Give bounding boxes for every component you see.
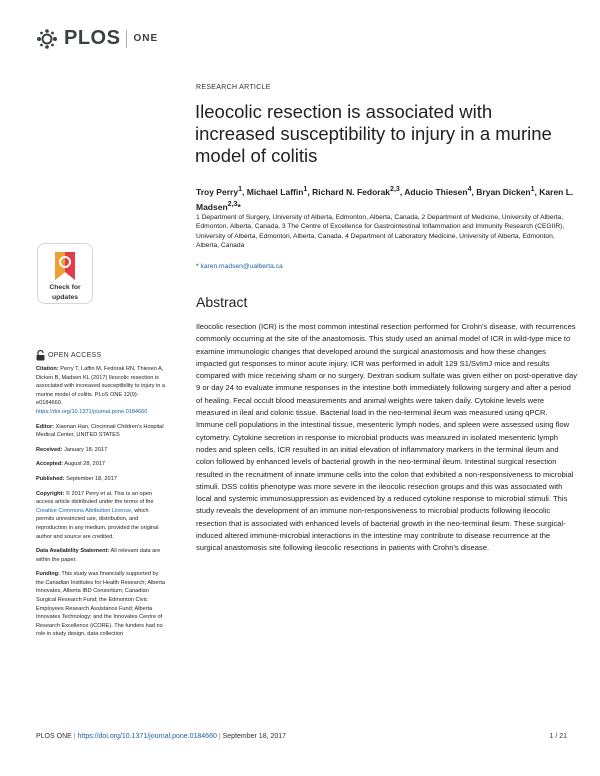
footer-separator: | [73,733,76,740]
data-availability-text: All relevant data are within the paper. [36,548,161,563]
affiliations: 1 Department of Surgery, University of Alberta, Edmonton, Alberta, Canada, 2 Department of Medicine, University of Alberta, Edmonton, Alberta, Canada, 3 The Centre of Excellence for Gastrointestinal Inflammation and Immunity Research (CEGIIR), University of Alberta, Edmonton, Alberta, Canada, 4 Department of Laboratory Medicine, University of Alberta, Edmonton, Alberta, Canada [196,214,565,250]
received-date: January 18, 2017 [64,446,108,453]
article-title: Ileocolic resection is associated with increased susceptibility to injury in a murine model of colitis [195,101,552,166]
copyright [36,490,166,542]
author-name[interactable]: Michael Laffin [246,186,304,197]
logo-divider [126,30,127,48]
bookmark-ribbon-icon [51,250,79,282]
author-affiliation-sup: 1 [238,185,242,193]
author-affiliation-sup: 2,3 [227,200,238,209]
citation-label: Citation: [36,366,59,372]
license-link[interactable]: Creative Commons Attribution License [36,507,132,514]
author-affiliation-sup: 1 [303,185,308,193]
open-access-label [36,350,101,361]
author-name[interactable]: Bryan Dicken [476,186,531,197]
author-affiliation-sup: 2,3 [390,185,400,193]
footer-journal: PLOS ONE [36,733,72,740]
editor-text: Xiaonan Han, Cincinnati Children's Hospital Medical Center, UNITED STATES [36,423,164,439]
author-name[interactable]: Aducio Thiesen [404,186,468,197]
open-access-text: OPEN ACCESS [48,352,102,359]
journal-name: ONE [133,33,159,44]
received [36,446,166,455]
article-info-sidebar [36,365,166,645]
abstract-heading: Abstract [196,294,248,310]
corresponding-mark: * [237,202,241,213]
funding-text: This study was financially supported by the Canadian Institutes for Health Research; Alberta Innovates, Alberta IBD Consortium; Canadian Surgical Research Fund; the Edmonton Civic Employees Research Assistance Fund; Alberta Innovates Technology; and the Innovates Centre of Research Excellence (iCORE). The funders had no role in study design, data collection [36,571,166,638]
accepted [36,460,166,469]
author-name[interactable]: Karen L. Madsen [196,186,574,213]
footer-separator: | [218,733,221,740]
data-availability-label: Data Availability Statement: [36,548,110,555]
plos-one-logo[interactable] [34,27,158,50]
published-date: September 18, 2017 [66,475,117,482]
funding [36,570,166,639]
published-label: Published: [36,475,65,482]
funding-label: Funding: [36,571,60,578]
open-lock-icon [36,350,45,361]
page-number: 1 / 21 [549,733,567,740]
logo-text: PLOS [64,27,121,49]
editor [36,423,166,440]
check-label-line2: updates [51,293,79,301]
citation [36,365,166,417]
author-name[interactable]: Richard N. Fedorak [312,186,391,197]
citation-text: Perry T, Laffin M, Fedorak RN, Thiesen A, Dicken B, Madsen KL (2017) Ileocolic resection is associated with increased susceptibility to injury in a murine model of colitis. PLoS ONE 12(9): e0184660. [36,366,166,407]
check-for-updates-badge[interactable] [37,243,93,304]
citation-doi-link[interactable]: https://doi.org/10.1371/journal.pone.0184660 [36,408,148,415]
author-affiliation-sup: 1 [530,185,535,193]
article-type: RESEARCH ARTICLE [196,84,271,91]
copyright-text-2: , which permits unrestricted use, distribution, and reproduction in any medium, provided the original author and source are credited. [36,507,159,540]
received-label: Received: [36,446,63,453]
author-name[interactable]: Troy Perry [196,186,239,197]
copyright-text-1: © 2017 Perry et al. This is an open access article distributed under the terms of the [36,490,154,506]
data-availability [36,547,166,564]
published [36,475,166,484]
corresponding-email-link[interactable]: karen.madsen@ualberta.ca [200,263,283,270]
corresponding-star: * [196,263,199,270]
accepted-label: Accepted: [36,461,64,468]
footer-doi-link[interactable]: https://doi.org/10.1371/journal.pone.0184660 [77,733,217,740]
copyright-label: Copyright: [36,490,65,497]
check-label-line1: Check for [49,284,81,291]
author-affiliation-sup: 4 [467,185,472,193]
footer-citation [36,733,286,740]
accepted-date: August 28, 2017 [64,461,106,468]
author-list: Troy Perry$^1$, Michael Laffin$^1$, Richard N. Fedorak$^{2,3}$, Aducio Thiesen$^4$, Bryan Dicken$^1$, Karen L. Madsen$^{2,3}$* [196,185,574,213]
corresponding-author [196,263,283,270]
plos-logo-icon [34,28,60,50]
abstract-text: Ileocolic resection (ICR) is the most common intestinal resection performed for Crohn's disease, with recurrences commonly occurring at the site of the anastomosis. This study used an animal model of ICR in wild-type mice to examine immunologic changes that developed around the surgical anastomosis and how these changes impacted gut responses to minor acute injury. ICR was performed in adult 129 S1/SvImJ mice and results compared with mice receiving sham or no surgery. Dextran sodium sulfate was given either on post-operative day 9 or day 24 to evaluate immune responses in the intestine both immediately following surgery and after a period of healing. Fecal occult blood measurements and animal weights were taken daily. Cytokine levels were measured in ileal and colonic tissue. Bacterial load in the neo-terminal ileum was measured using qPCR. Immune cell populations in the intestinal tissue, mesenteric lymph nodes, and spleen were assessed using flow cytometry. Cytokine secretion in response to microbial products was measured in isolated mesenteric lymph nodes and spleen cells. ICR resulted in an initial elevation of inflammatory markers in the terminal ileum and colon followed by enhanced levels of bacterial growth in the neo-terminal ileum. Intestinal surgical resection resulted in the recruitment of innate immune cells into the colon that exhibited a non-responsiveness to microbial stimuli. DSS colitis phenotype was more severe in the ileocolic resection groups and this was associated with local and systemic immunosuppression as evidenced by a reduced cytokine response to microbial stimuli. This study reveals the development of an immune non-responsiveness to microbial products following ileocolic resection that is associated with enhanced levels of bacterial growth in the neo-terminal ileum. These surgical-induced altered immune-microbial interactions in the intestine may contribute to disease recurrence at the surgical anastomosis site following ileocolic resections in patients with Crohn's disease. [196,322,577,553]
editor-label: Editor: [36,423,55,430]
footer-date: September 18, 2017 [222,733,287,740]
